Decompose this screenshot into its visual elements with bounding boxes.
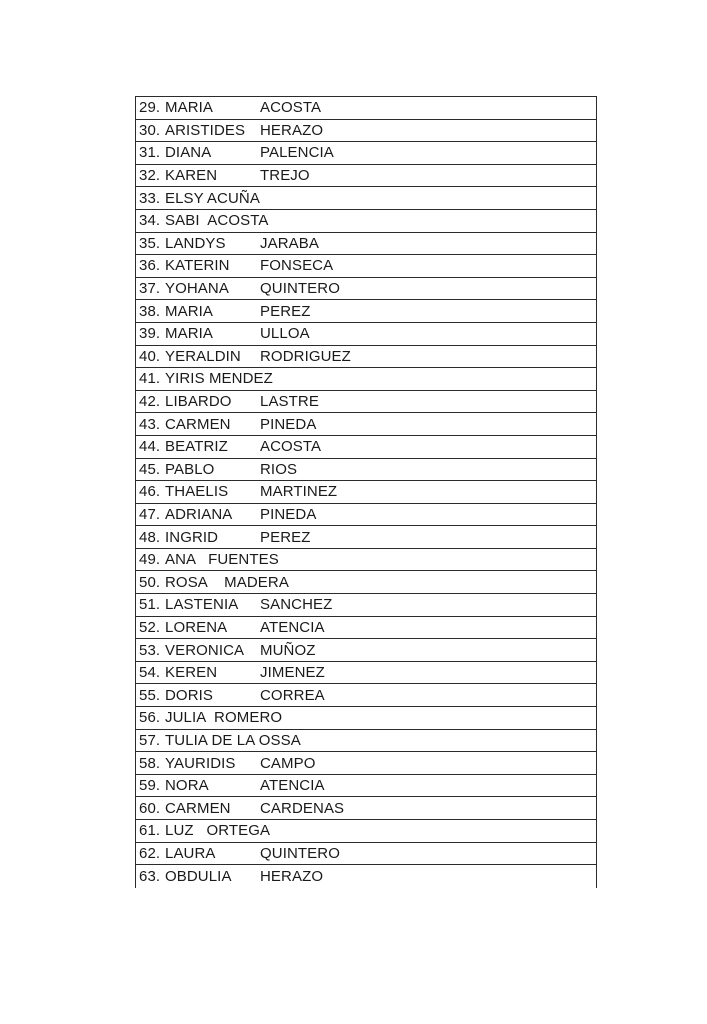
row-number: 29. <box>139 99 161 117</box>
table-row <box>136 684 596 707</box>
table-row <box>136 368 596 391</box>
row-number: 41. <box>139 370 161 388</box>
row-name: NORA <box>165 777 209 795</box>
table-row <box>136 526 596 549</box>
table-row <box>136 255 596 278</box>
row-surname: FONSECA <box>260 257 334 275</box>
row-surname: PEREZ <box>260 528 311 546</box>
row-surname: LASTRE <box>260 393 319 411</box>
row-name: ARISTIDES <box>165 121 246 139</box>
table-row <box>136 594 596 617</box>
row-surname: SANCHEZ <box>260 596 333 614</box>
row-surname: PINEDA <box>260 415 317 433</box>
row-name: VERONICA <box>165 641 245 659</box>
table-row <box>136 391 596 414</box>
row-name: ELSY ACUÑA <box>165 189 260 207</box>
table-row <box>136 730 596 753</box>
row-name: LASTENIA <box>165 596 239 614</box>
row-surname: ACOSTA <box>260 438 322 456</box>
row-surname: PALENCIA <box>260 144 334 162</box>
row-surname: ACOSTA <box>260 99 322 117</box>
row-surname: MARTINEZ <box>260 483 338 501</box>
row-name: KEREN <box>165 664 218 682</box>
row-surname: HERAZO <box>260 121 324 139</box>
row-name: LUZ ORTEGA <box>165 822 271 840</box>
row-name: KATERIN <box>165 257 230 275</box>
row-number: 49. <box>139 551 161 569</box>
row-number: 51. <box>139 596 161 614</box>
row-surname: ATENCIA <box>260 618 325 636</box>
row-number: 61. <box>139 822 161 840</box>
table-row <box>136 504 596 527</box>
row-number: 30. <box>139 121 161 139</box>
table-row <box>136 707 596 730</box>
row-name: SABI ACOSTA <box>165 212 269 230</box>
row-name: ADRIANA <box>165 505 233 523</box>
row-name: PABLO <box>165 460 215 478</box>
row-number: 60. <box>139 799 161 817</box>
row-name: YOHANA <box>165 280 229 298</box>
row-surname: ATENCIA <box>260 777 325 795</box>
row-number: 48. <box>139 528 161 546</box>
row-number: 62. <box>139 844 161 862</box>
row-number: 59. <box>139 777 161 795</box>
table-row <box>136 775 596 798</box>
row-name: YIRIS MENDEZ <box>165 370 273 388</box>
row-name: BEATRIZ <box>165 438 228 456</box>
row-surname: MUÑOZ <box>260 641 316 659</box>
row-number: 36. <box>139 257 161 275</box>
table-row <box>136 481 596 504</box>
table-row <box>136 210 596 233</box>
row-number: 52. <box>139 618 161 636</box>
row-number: 46. <box>139 483 161 501</box>
table-row <box>136 820 596 843</box>
table-row <box>136 97 596 120</box>
row-surname: RIOS <box>260 460 298 478</box>
row-name: DIANA <box>165 144 212 162</box>
row-name: CARMEN <box>165 799 231 817</box>
row-number: 38. <box>139 302 161 320</box>
table-row <box>136 459 596 482</box>
table-row <box>136 165 596 188</box>
row-name: KAREN <box>165 167 218 185</box>
table-row <box>136 617 596 640</box>
row-number: 57. <box>139 731 161 749</box>
row-name: MARIA <box>165 302 214 320</box>
row-surname: QUINTERO <box>260 280 340 298</box>
row-surname: TREJO <box>260 167 310 185</box>
row-number: 58. <box>139 754 161 772</box>
row-number: 55. <box>139 686 161 704</box>
row-name: LIBARDO <box>165 393 232 411</box>
row-surname: JIMENEZ <box>260 664 325 682</box>
row-surname: JARABA <box>260 234 319 252</box>
row-name: CARMEN <box>165 415 231 433</box>
row-number: 35. <box>139 234 161 252</box>
row-number: 33. <box>139 189 161 207</box>
table-row <box>136 865 596 888</box>
table-row <box>136 797 596 820</box>
row-number: 39. <box>139 325 161 343</box>
row-surname: RODRIGUEZ <box>260 347 351 365</box>
row-name: YAURIDIS <box>165 754 236 772</box>
row-name: THAELIS <box>165 483 229 501</box>
table-row <box>136 233 596 256</box>
table-row <box>136 300 596 323</box>
row-number: 34. <box>139 212 161 230</box>
table-row <box>136 549 596 572</box>
row-name: INGRID <box>165 528 219 546</box>
row-number: 53. <box>139 641 161 659</box>
row-number: 31. <box>139 144 161 162</box>
row-surname: HERAZO <box>260 867 324 885</box>
row-surname: CORREA <box>260 686 325 704</box>
row-name: LAURA <box>165 844 216 862</box>
table-row <box>136 346 596 369</box>
row-name: TULIA DE LA OSSA <box>165 731 301 749</box>
row-name: ANA FUENTES <box>165 551 279 569</box>
row-surname: ULLOA <box>260 325 310 343</box>
table-row <box>136 843 596 866</box>
row-surname: CAMPO <box>260 754 316 772</box>
table-row <box>136 571 596 594</box>
row-number: 40. <box>139 347 161 365</box>
table-row <box>136 120 596 143</box>
table-row <box>136 639 596 662</box>
table-row <box>136 278 596 301</box>
row-name: ROSA MADERA <box>165 573 289 591</box>
table-row <box>136 413 596 436</box>
row-number: 32. <box>139 167 161 185</box>
row-surname: CARDENAS <box>260 799 345 817</box>
row-name: MARIA <box>165 99 214 117</box>
row-number: 44. <box>139 438 161 456</box>
row-number: 45. <box>139 460 161 478</box>
row-name: OBDULIA <box>165 867 232 885</box>
row-name: LORENA <box>165 618 228 636</box>
row-number: 63. <box>139 867 161 885</box>
row-name: MARIA <box>165 325 214 343</box>
row-number: 37. <box>139 280 161 298</box>
table-row <box>136 323 596 346</box>
row-name: LANDYS <box>165 234 226 252</box>
table-row <box>136 662 596 685</box>
row-surname: PINEDA <box>260 505 317 523</box>
row-surname: QUINTERO <box>260 844 340 862</box>
table-row <box>136 752 596 775</box>
row-number: 56. <box>139 709 161 727</box>
row-number: 47. <box>139 505 161 523</box>
row-name: YERALDIN <box>165 347 241 365</box>
table-row <box>136 187 596 210</box>
row-name: JULIA ROMERO <box>165 709 283 727</box>
table-row <box>136 142 596 165</box>
name-list-table <box>135 96 597 888</box>
row-number: 43. <box>139 415 161 433</box>
row-surname: PEREZ <box>260 302 311 320</box>
row-number: 54. <box>139 664 161 682</box>
row-name: DORIS <box>165 686 214 704</box>
table-row <box>136 436 596 459</box>
row-number: 42. <box>139 393 161 411</box>
row-number: 50. <box>139 573 161 591</box>
